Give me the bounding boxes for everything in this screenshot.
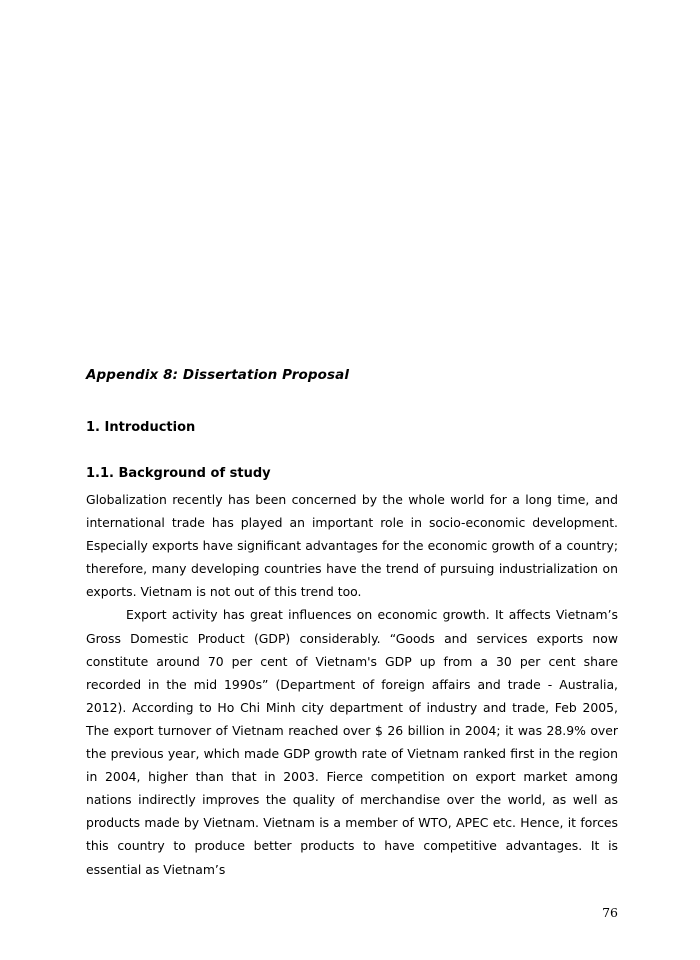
appendix-title: Appendix 8: Dissertation Proposal [86,367,350,383]
section-heading-introduction: 1. Introduction [86,420,196,435]
page-number: 76 [602,905,618,920]
paragraph-globalization: Globalization recently has been concerned by the whole world for a long time, and international trade has played an important role in socio-economic development. Especially exports have significant advantages for the economic growth of a country; therefore, many developing countries have the trend of pursuing industrialization on exports. Vietnam is not out of this trend too. [86,492,618,600]
paragraph-export-activity: Export activity has great influences on economic growth. It affects Vietnam’s Gross Domestic Product (GDP) considerably. “Goods and services exports now constitute around 70 per cent of Vietnam's GDP up from a 30 per cent share recorded in the mid 1990s” (Department of foreign affairs and trade - Australia, 2012). According to Ho Chi Minh city department of industry and trade, Feb 2005, The export turnover of Vietnam reached over $ 26 billion in 2004; it was 28.9% over the previous year, which made GDP growth rate of Vietnam ranked first in the region in 2004, higher than that in 2003. Fierce competition on export market among nations indirectly improves the quality of merchandise over the world, as well as products made by Vietnam. Vietnam is a member of WTO, APEC etc. Hence, it forces this country to produce better products to have competitive advantages. It is essential as Vietnam’s [86,607,618,877]
body-text [86,488,618,881]
subsection-heading-background: 1.1. Background of study [86,466,271,481]
